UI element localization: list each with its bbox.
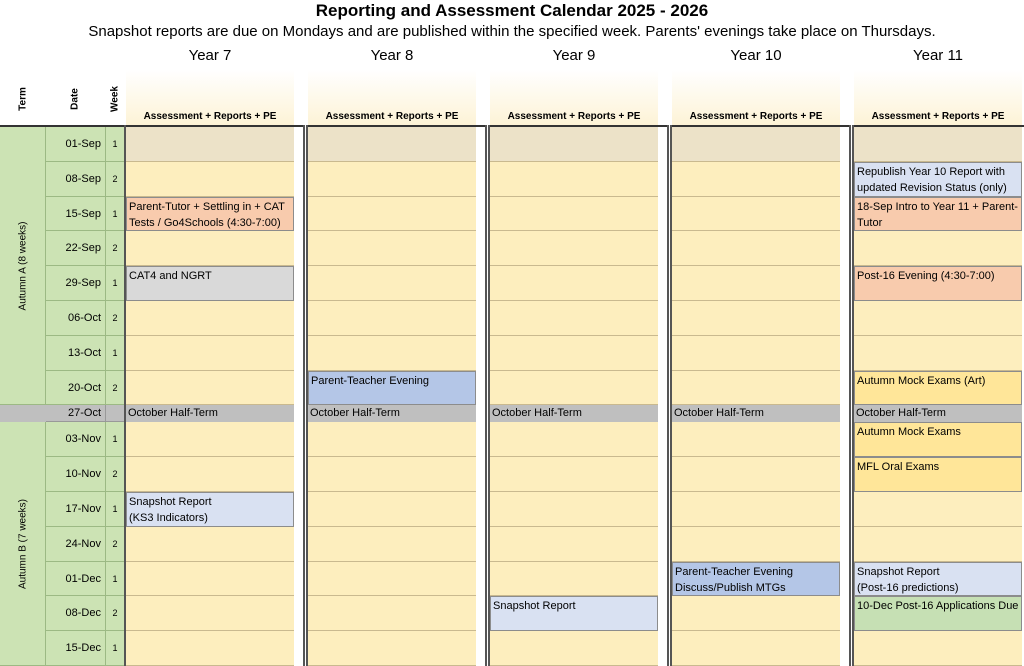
year-subheading: Assessment + Reports + PE bbox=[689, 111, 823, 122]
event-cell[interactable]: Parent-Tutor + Settling in + CAT Tests / Go4Schools (4:30-7:00) bbox=[126, 197, 294, 232]
event-cell[interactable]: Autumn Mock Exams bbox=[854, 422, 1022, 457]
calendar-cell[interactable] bbox=[672, 527, 840, 562]
calendar-cell[interactable] bbox=[308, 266, 476, 301]
year-heading: Year 9 bbox=[552, 47, 596, 64]
calendar-cell[interactable] bbox=[490, 231, 658, 266]
column-separator bbox=[303, 125, 308, 666]
week-cell: 2 bbox=[106, 457, 124, 492]
calendar-cell[interactable] bbox=[126, 562, 294, 597]
calendar-cell[interactable] bbox=[490, 562, 658, 597]
date-cell: 03-Nov bbox=[46, 422, 106, 457]
date-cell: 29-Sep bbox=[46, 266, 106, 301]
calendar-cell[interactable] bbox=[126, 301, 294, 336]
calendar-cell[interactable] bbox=[308, 162, 476, 197]
calendar-cell[interactable] bbox=[672, 596, 840, 631]
year-heading: Year 11 bbox=[912, 47, 964, 64]
calendar-cell[interactable] bbox=[308, 492, 476, 527]
date-cell: 24-Nov bbox=[46, 527, 106, 562]
year-subheading: Assessment + Reports + PE bbox=[871, 111, 1005, 122]
event-cell[interactable]: Parent-Teacher Evening Discuss/Publish MTGs bbox=[672, 562, 840, 597]
calendar-cell[interactable] bbox=[126, 457, 294, 492]
calendar-cell[interactable] bbox=[672, 631, 840, 666]
calendar-cell[interactable] bbox=[672, 127, 840, 162]
calendar-cell[interactable] bbox=[308, 336, 476, 371]
event-cell[interactable]: Snapshot Report bbox=[490, 596, 658, 631]
calendar-cell[interactable] bbox=[126, 631, 294, 666]
calendar-cell[interactable] bbox=[490, 422, 658, 457]
calendar-cell[interactable] bbox=[490, 492, 658, 527]
event-cell[interactable]: 10-Dec Post-16 Applications Due bbox=[854, 596, 1022, 631]
header-week bbox=[106, 72, 124, 126]
event-cell[interactable]: Snapshot Report (KS3 Indicators) bbox=[126, 492, 294, 527]
header-date bbox=[66, 72, 84, 126]
year-subheading: Assessment + Reports + PE bbox=[325, 111, 459, 122]
week-cell: 2 bbox=[106, 162, 124, 197]
event-cell[interactable]: Snapshot Report (Post-16 predictions) bbox=[854, 562, 1022, 597]
event-cell[interactable]: MFL Oral Exams bbox=[854, 457, 1022, 492]
calendar-cell[interactable] bbox=[854, 631, 1022, 666]
calendar-cell[interactable] bbox=[126, 596, 294, 631]
calendar-cell[interactable] bbox=[490, 336, 658, 371]
week-cell bbox=[106, 405, 124, 422]
calendar-cell[interactable] bbox=[672, 231, 840, 266]
term-block bbox=[0, 422, 46, 666]
header-term-label: Term bbox=[17, 87, 29, 111]
week-cell: 1 bbox=[106, 266, 124, 301]
date-cell: 06-Oct bbox=[46, 301, 106, 336]
calendar-cell[interactable] bbox=[308, 301, 476, 336]
calendar-cell[interactable] bbox=[490, 266, 658, 301]
calendar-cell[interactable] bbox=[672, 371, 840, 406]
date-cell: 01-Sep bbox=[46, 127, 106, 162]
column-separator bbox=[849, 125, 854, 666]
calendar-cell[interactable] bbox=[672, 301, 840, 336]
year-heading: Year 7 bbox=[188, 47, 232, 64]
week-cell: 1 bbox=[106, 336, 124, 371]
event-cell[interactable]: 18-Sep Intro to Year 11 + Parent-Tutor bbox=[854, 197, 1022, 232]
date-cell: 15-Sep bbox=[46, 197, 106, 232]
header-week-label: Week bbox=[109, 86, 121, 112]
year-heading: Year 8 bbox=[370, 47, 414, 64]
calendar-cell[interactable] bbox=[126, 336, 294, 371]
calendar-cell[interactable] bbox=[308, 562, 476, 597]
calendar-cell[interactable] bbox=[854, 231, 1022, 266]
term-label: Autumn A (8 weeks) bbox=[17, 221, 28, 311]
calendar-cell[interactable] bbox=[854, 301, 1022, 336]
week-cell: 2 bbox=[106, 527, 124, 562]
year-heading: Year 10 bbox=[730, 47, 782, 64]
header-term bbox=[14, 72, 32, 126]
calendar-cell[interactable] bbox=[672, 162, 840, 197]
date-cell: 22-Sep bbox=[46, 231, 106, 266]
calendar-cell[interactable] bbox=[126, 422, 294, 457]
date-cell: 08-Dec bbox=[46, 596, 106, 631]
calendar-cell[interactable] bbox=[672, 336, 840, 371]
calendar-cell[interactable] bbox=[490, 162, 658, 197]
halfterm-cell: October Half-Term bbox=[126, 405, 294, 422]
date-cell: 13-Oct bbox=[46, 336, 106, 371]
calendar-cell[interactable] bbox=[672, 492, 840, 527]
calendar-cell[interactable] bbox=[854, 492, 1022, 527]
date-cell: 01-Dec bbox=[46, 562, 106, 597]
page-subtitle: Snapshot reports are due on Mondays and are published within the specified week. Parents' evenings take place on Thursdays. bbox=[88, 23, 936, 40]
calendar-cell[interactable] bbox=[126, 127, 294, 162]
date-cell: 15-Dec bbox=[46, 631, 106, 666]
term-label: Autumn B (7 weeks) bbox=[17, 498, 28, 589]
halfterm-cell: October Half-Term bbox=[672, 405, 840, 422]
year-subheading: Assessment + Reports + PE bbox=[143, 111, 277, 122]
year-subheading: Assessment + Reports + PE bbox=[507, 111, 641, 122]
calendar-cell[interactable] bbox=[308, 127, 476, 162]
calendar-cell[interactable] bbox=[490, 371, 658, 406]
calendar-cell[interactable] bbox=[490, 197, 658, 232]
calendar-cell[interactable] bbox=[308, 596, 476, 631]
halfterm-cell: October Half-Term bbox=[308, 405, 476, 422]
date-cell: 08-Sep bbox=[46, 162, 106, 197]
event-cell[interactable]: Post-16 Evening (4:30-7:00) bbox=[854, 266, 1022, 301]
event-cell[interactable]: Parent-Teacher Evening bbox=[308, 371, 476, 406]
calendar-cell[interactable] bbox=[308, 197, 476, 232]
calendar-cell[interactable] bbox=[672, 457, 840, 492]
calendar-cell[interactable] bbox=[854, 527, 1022, 562]
calendar-cell[interactable] bbox=[490, 301, 658, 336]
calendar-cell[interactable] bbox=[672, 197, 840, 232]
week-cell: 2 bbox=[106, 596, 124, 631]
column-separator bbox=[667, 125, 672, 666]
date-cell: 17-Nov bbox=[46, 492, 106, 527]
calendar-cell[interactable] bbox=[490, 127, 658, 162]
halfterm-cell: October Half-Term bbox=[490, 405, 658, 422]
week-cell: 2 bbox=[106, 301, 124, 336]
date-cell: 27-Oct bbox=[46, 405, 106, 422]
week-cell: 2 bbox=[106, 371, 124, 406]
week-cell: 1 bbox=[106, 127, 124, 162]
calendar-cell[interactable] bbox=[308, 422, 476, 457]
calendar-cell[interactable] bbox=[126, 371, 294, 406]
halfterm-cell: October Half-Term bbox=[854, 405, 1022, 422]
calendar-cell[interactable] bbox=[672, 422, 840, 457]
calendar-cell[interactable] bbox=[308, 457, 476, 492]
column-separator bbox=[124, 125, 126, 666]
date-cell: 20-Oct bbox=[46, 371, 106, 406]
calendar-cell[interactable] bbox=[308, 631, 476, 666]
calendar-cell[interactable] bbox=[490, 457, 658, 492]
calendar-cell[interactable] bbox=[490, 527, 658, 562]
header-date-label: Date bbox=[69, 88, 81, 110]
date-cell: 10-Nov bbox=[46, 457, 106, 492]
term-block bbox=[0, 127, 46, 405]
week-cell: 1 bbox=[106, 197, 124, 232]
calendar-cell[interactable] bbox=[126, 162, 294, 197]
page-title: Reporting and Assessment Calendar 2025 - 2026 bbox=[315, 1, 709, 20]
calendar-cell[interactable] bbox=[308, 231, 476, 266]
calendar-cell[interactable] bbox=[308, 527, 476, 562]
calendar-cell[interactable] bbox=[854, 336, 1022, 371]
calendar-cell[interactable] bbox=[490, 631, 658, 666]
week-cell: 1 bbox=[106, 422, 124, 457]
event-cell[interactable]: Autumn Mock Exams (Art) bbox=[854, 371, 1022, 406]
calendar-cell[interactable] bbox=[672, 266, 840, 301]
column-separator bbox=[485, 125, 490, 666]
calendar-cell[interactable] bbox=[854, 127, 1022, 162]
week-cell: 1 bbox=[106, 562, 124, 597]
week-cell: 1 bbox=[106, 492, 124, 527]
event-cell[interactable]: CAT4 and NGRT bbox=[126, 266, 294, 301]
week-cell: 1 bbox=[106, 631, 124, 666]
calendar-cell[interactable] bbox=[126, 231, 294, 266]
week-cell: 2 bbox=[106, 231, 124, 266]
event-cell[interactable]: Republish Year 10 Report with updated Revision Status (only) bbox=[854, 162, 1022, 197]
calendar-cell[interactable] bbox=[126, 527, 294, 562]
